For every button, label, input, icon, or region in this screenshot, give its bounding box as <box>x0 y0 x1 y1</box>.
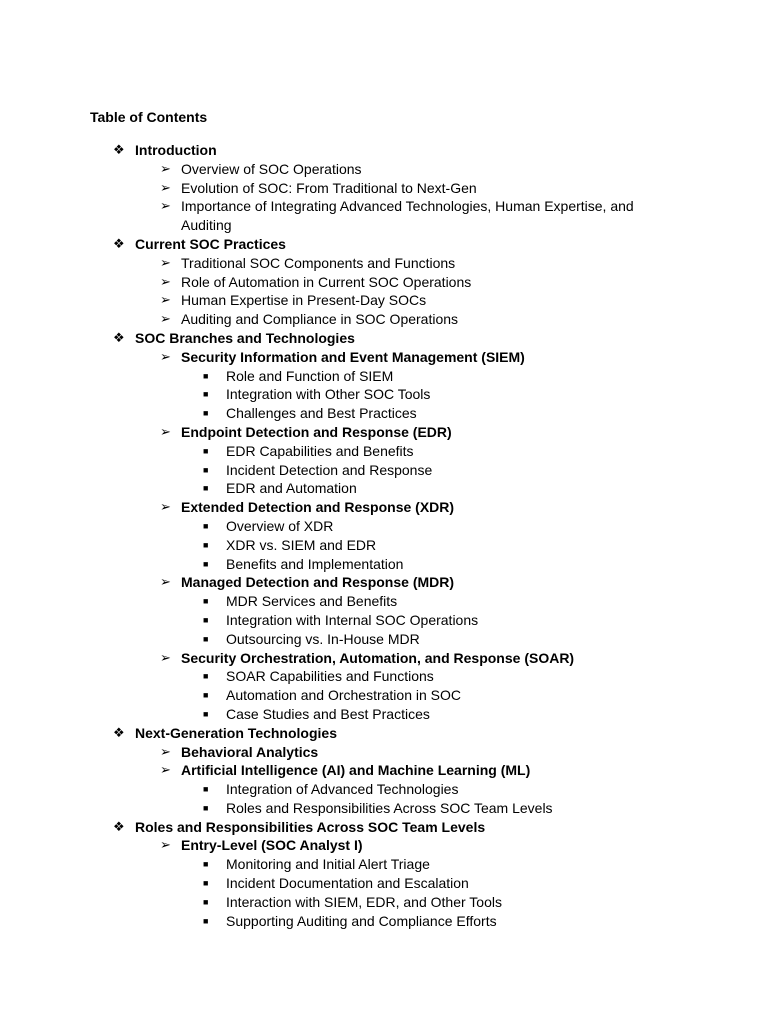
toc-entry-text: Introduction <box>135 142 217 158</box>
toc-entry-level-3 <box>0 461 768 480</box>
square-bullet-icon: ■ <box>203 896 209 907</box>
toc-entry-level-1 <box>0 329 768 348</box>
arrowhead-bullet-icon: ➢ <box>160 311 171 327</box>
square-bullet-icon: ■ <box>203 915 209 926</box>
toc-heading: Table of Contents <box>90 109 208 125</box>
toc-entry-text: Roles and Responsibilities Across SOC Team Levels <box>135 818 486 835</box>
toc-entry-text: Integration with Internal SOC Operations <box>226 611 479 628</box>
toc-entry-level-3 <box>0 780 768 799</box>
toc-entry-text: Evolution of SOC: From Traditional to Next-Gen <box>181 179 477 196</box>
toc-entry-text: Endpoint Detection and Response (EDR) <box>181 423 452 440</box>
arrowhead-bullet-icon: ➢ <box>160 160 171 176</box>
toc-entry-text: Benefits and Implementation <box>226 555 404 572</box>
diamond-bullet-icon: ❖ <box>113 235 125 251</box>
toc-entry-text: Current SOC Practices <box>135 235 286 252</box>
arrowhead-bullet-icon: ➢ <box>160 499 171 515</box>
square-bullet-icon: ■ <box>203 859 209 870</box>
toc-entry-level-3 <box>0 385 768 404</box>
toc-entry-text: Security Information and Event Management (SIEM) <box>181 348 525 365</box>
arrowhead-bullet-icon: ➢ <box>160 837 171 853</box>
square-bullet-icon: ■ <box>203 596 209 607</box>
toc-entry-text: EDR Capabilities and Benefits <box>226 442 414 459</box>
diamond-bullet-icon: ❖ <box>113 818 125 834</box>
square-bullet-icon: ■ <box>203 784 209 795</box>
arrowhead-bullet-icon: ➢ <box>160 649 171 665</box>
toc-entry-text: Incident Documentation and Escalation <box>226 875 469 892</box>
arrowhead-bullet-icon: ➢ <box>160 762 171 778</box>
toc-entry-text: XDR vs. SIEM and EDR <box>226 536 377 553</box>
toc-entry-level-2 <box>0 743 768 762</box>
toc-entry-level-2 <box>0 348 768 367</box>
toc-entry-level-3 <box>0 517 768 536</box>
toc-entry-level-2 <box>0 254 768 273</box>
toc-entry-level-2 <box>0 179 768 198</box>
arrowhead-bullet-icon: ➢ <box>160 254 171 270</box>
toc-entry-level-3 <box>0 479 768 498</box>
square-bullet-icon: ■ <box>203 520 209 531</box>
toc-entry-level-3 <box>0 592 768 611</box>
toc-entry-level-1 <box>0 235 768 254</box>
toc-entry-level-3 <box>0 799 768 818</box>
toc-entry-level-2 <box>0 836 768 855</box>
arrowhead-bullet-icon: ➢ <box>160 348 171 364</box>
toc-entry-text: Automation and Orchestration in SOC <box>226 687 462 704</box>
toc-entry-level-3 <box>0 686 768 705</box>
toc-entry-text: Roles and Responsibilities Across SOC Team Levels <box>226 799 553 816</box>
toc-entry-level-2 <box>0 273 768 292</box>
arrowhead-bullet-icon: ➢ <box>160 423 171 439</box>
square-bullet-icon: ■ <box>203 633 209 644</box>
toc-entry-level-1 <box>0 141 768 160</box>
toc-entry-text: Artificial Intelligence (AI) and Machine Learning (ML) <box>181 762 531 779</box>
square-bullet-icon: ■ <box>203 539 209 550</box>
diamond-bullet-icon: ❖ <box>113 329 125 345</box>
toc-entry-text: Challenges and Best Practices <box>226 405 417 422</box>
square-bullet-icon: ■ <box>203 878 209 889</box>
toc-entry-level-3 <box>0 705 768 724</box>
toc-entry-text: Managed Detection and Response (MDR) <box>181 574 455 591</box>
toc-entry-level-2 <box>0 423 768 442</box>
toc-entry-text: Importance of Integrating Advanced Technologies, Human Expertise, and Auditing <box>181 198 634 234</box>
toc-entry-level-3 <box>0 404 768 423</box>
toc-entry-level-2 <box>0 197 768 235</box>
arrowhead-bullet-icon: ➢ <box>160 743 171 759</box>
square-bullet-icon: ■ <box>203 708 209 719</box>
toc-entry-text: Interaction with SIEM, EDR, and Other Tools <box>226 893 502 910</box>
square-bullet-icon: ■ <box>203 614 209 625</box>
toc-entry-level-3 <box>0 442 768 461</box>
toc-entry-text: SOAR Capabilities and Functions <box>226 668 434 685</box>
square-bullet-icon: ■ <box>203 370 209 381</box>
toc-entry-text: Security Orchestration, Automation, and Response (SOAR) <box>181 649 575 666</box>
toc-entry-level-2 <box>0 498 768 517</box>
toc-entry-level-3 <box>0 855 768 874</box>
square-bullet-icon: ■ <box>203 389 209 400</box>
toc-entry-level-3 <box>0 367 768 386</box>
toc-entry-level-3 <box>0 555 768 574</box>
arrowhead-bullet-icon: ➢ <box>160 179 171 195</box>
diamond-bullet-icon: ❖ <box>113 142 125 157</box>
toc-entry-level-3 <box>0 912 768 931</box>
toc-entry-level-3 <box>0 893 768 912</box>
toc-entry-level-3 <box>0 630 768 649</box>
arrowhead-bullet-icon: ➢ <box>160 292 171 308</box>
toc-entry-level-2 <box>0 310 768 329</box>
toc-entry-text: MDR Services and Benefits <box>226 593 398 610</box>
toc-entry-text: Overview of XDR <box>226 517 334 534</box>
toc-entry-level-1 <box>0 724 768 743</box>
toc-entry-text: SOC Branches and Technologies <box>135 329 355 346</box>
toc-entry-level-2 <box>0 291 768 310</box>
toc-entry-text: Extended Detection and Response (XDR) <box>181 499 455 516</box>
toc-entry-level-3 <box>0 536 768 555</box>
toc-entry-level-2 <box>0 573 768 592</box>
square-bullet-icon: ■ <box>203 464 209 475</box>
toc-entry-level-1 <box>0 818 768 837</box>
toc-entry-text: Overview of SOC Operations <box>181 160 362 177</box>
toc-entry-text: Auditing and Compliance in SOC Operations <box>181 311 459 328</box>
toc-entry-text: Next-Generation Technologies <box>135 724 337 741</box>
toc-entry-text: Outsourcing vs. In-House MDR <box>226 630 420 647</box>
toc-entry-text: Monitoring and Initial Alert Triage <box>226 856 430 873</box>
square-bullet-icon: ■ <box>203 483 209 494</box>
toc-entry-text: Role of Automation in Current SOC Operations <box>181 273 472 290</box>
toc-entry-level-3 <box>0 667 768 686</box>
square-bullet-icon: ■ <box>203 671 209 682</box>
toc-entry-level-3 <box>0 611 768 630</box>
toc-entry-text: Supporting Auditing and Compliance Efforts <box>226 912 497 929</box>
toc-entry-text: EDR and Automation <box>226 480 357 497</box>
diamond-bullet-icon: ❖ <box>113 724 125 740</box>
square-bullet-icon: ■ <box>203 802 209 813</box>
toc-entry-level-2 <box>0 160 768 179</box>
toc-entry-text: Human Expertise in Present-Day SOCs <box>181 292 427 309</box>
toc-entry-level-3 <box>0 874 768 893</box>
toc-entry-level-2 <box>0 761 768 780</box>
table-of-contents <box>0 141 768 930</box>
arrowhead-bullet-icon: ➢ <box>160 574 171 590</box>
square-bullet-icon: ■ <box>203 558 209 569</box>
square-bullet-icon: ■ <box>203 445 209 456</box>
toc-entry-text: Behavioral Analytics <box>181 743 319 760</box>
toc-entry-level-2 <box>0 649 768 668</box>
square-bullet-icon: ■ <box>203 408 209 419</box>
toc-entry-text: Incident Detection and Response <box>226 461 433 478</box>
toc-entry-text: Integration with Other SOC Tools <box>226 386 431 403</box>
arrowhead-bullet-icon: ➢ <box>160 273 171 289</box>
toc-entry-text: Role and Function of SIEM <box>226 367 394 384</box>
toc-entry-text: Case Studies and Best Practices <box>226 705 430 722</box>
square-bullet-icon: ■ <box>203 690 209 701</box>
arrowhead-bullet-icon: ➢ <box>160 198 171 214</box>
toc-entry-text: Entry-Level (SOC Analyst I) <box>181 837 363 854</box>
toc-entry-text: Integration of Advanced Technologies <box>226 781 459 798</box>
toc-entry-text: Traditional SOC Components and Functions <box>181 254 456 271</box>
